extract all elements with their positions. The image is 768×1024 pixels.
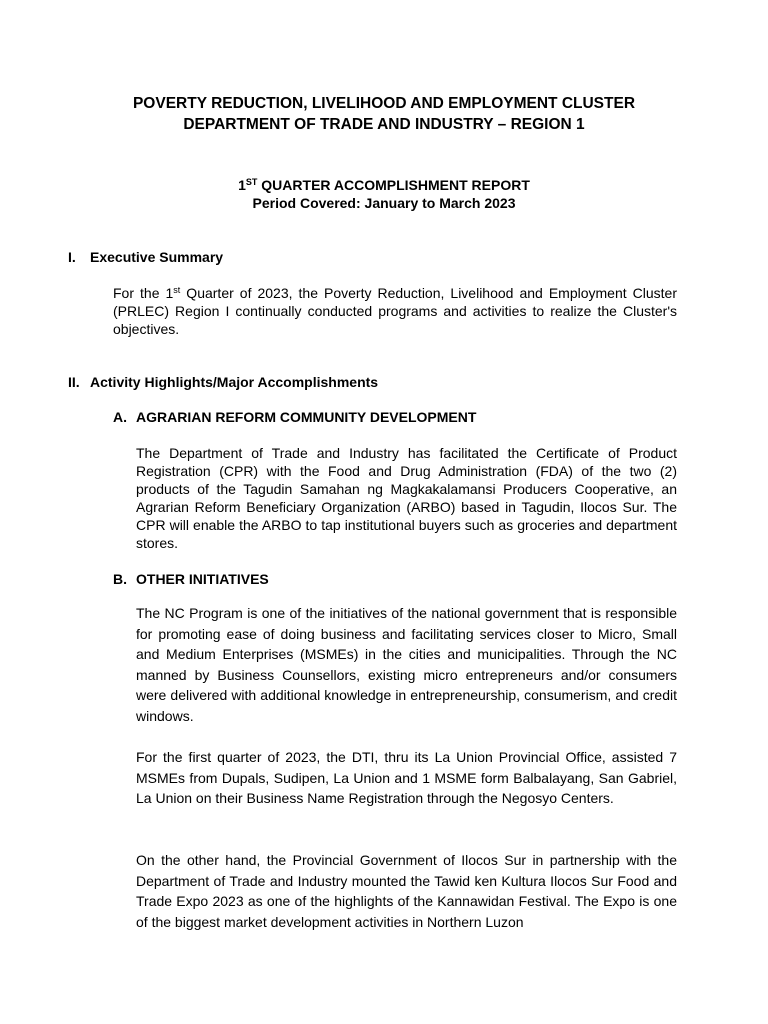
report-ordinal-suffix: ST [245,177,258,187]
agrarian-reform-paragraph: The Department of Trade and Industry has facilitated the Certificate of Product Registration (CPR) with the Food and Drug Administration (FDA) of the two (2) products of the Tagudin Samahan ng Magkakalamansi Producers Cooperative, an Agrarian Reform Beneficiary Organization (ARBO) based in Tagudin, Ilocos Sur. The CPR will enable the ARBO to tap institutional buyers such as groceries and department stores. [136,445,677,551]
section-2-number: II. [68,374,80,390]
subsection-b-heading [113,570,269,588]
report-ordinal: 1 [238,177,246,193]
document-title-line1: POVERTY REDUCTION, LIVELIHOOD AND EMPLOYMENT CLUSTER [132,95,636,112]
subsection-a-title: AGRARIAN REFORM COMMUNITY DEVELOPMENT [136,409,477,425]
document-title-line2: DEPARTMENT OF TRADE AND INDUSTRY – REGION 1 [183,116,585,133]
period-covered: Period Covered: January to March 2023 [252,195,516,211]
subsection-b-title: OTHER INITIATIVES [136,571,269,587]
ilocos-sur-expo-paragraph: On the other hand, the Provincial Government of Ilocos Sur in partnership with the Department of Trade and Industry mounted the Tawid ken Kultura Ilocos Sur Food and Trade Expo 2023 as one of the highlights of the Kannawidan Festival. The Expo is one of the biggest market development activities in Northern Luzon [136,852,677,930]
subsection-b-letter: B. [113,571,127,587]
exec-summary-text-start: For the 1 [113,285,174,301]
section-2-heading [68,373,378,391]
subsection-a-letter: A. [113,409,127,425]
report-title-text: QUARTER ACCOMPLISHMENT REPORT [257,177,530,193]
report-title [0,176,768,194]
section-1-title: Executive Summary [90,249,224,265]
exec-summary-sup: st [173,285,181,295]
subsection-a-heading [113,408,476,426]
la-union-paragraph: For the first quarter of 2023, the DTI, thru its La Union Provincial Office, assisted 7 MSMEs from Dupals, Sudipen, La Union and 1 MSME form Balbalayang, San Gabriel, La Union on their Business Name Registration through the Negosyo Centers. [136,749,677,806]
section-1-number: I. [68,249,76,265]
section-1-heading [68,248,223,266]
executive-summary-paragraph [113,284,677,338]
exec-summary-text-end: Quarter of 2023, the Poverty Reduction, Livelihood and Employment Cluster (PRLEC) Region I continually conducted programs and activities to realize the Cluster's objectives. [113,285,678,337]
nc-program-paragraph: The NC Program is one of the initiatives of the national government that is responsible for promoting ease of doing business and facilitating services closer to Micro, Small and Medium Enterprises (MSMEs) in the cities and municipalities. Through the NC manned by Business Counsellors, existing micro entrepreneurs and/or consumers were delivered with additional knowledge in entrepreneurship, consumerism, and credit windows. [136,605,677,724]
section-2-title: Activity Highlights/Major Accomplishments [90,374,379,390]
